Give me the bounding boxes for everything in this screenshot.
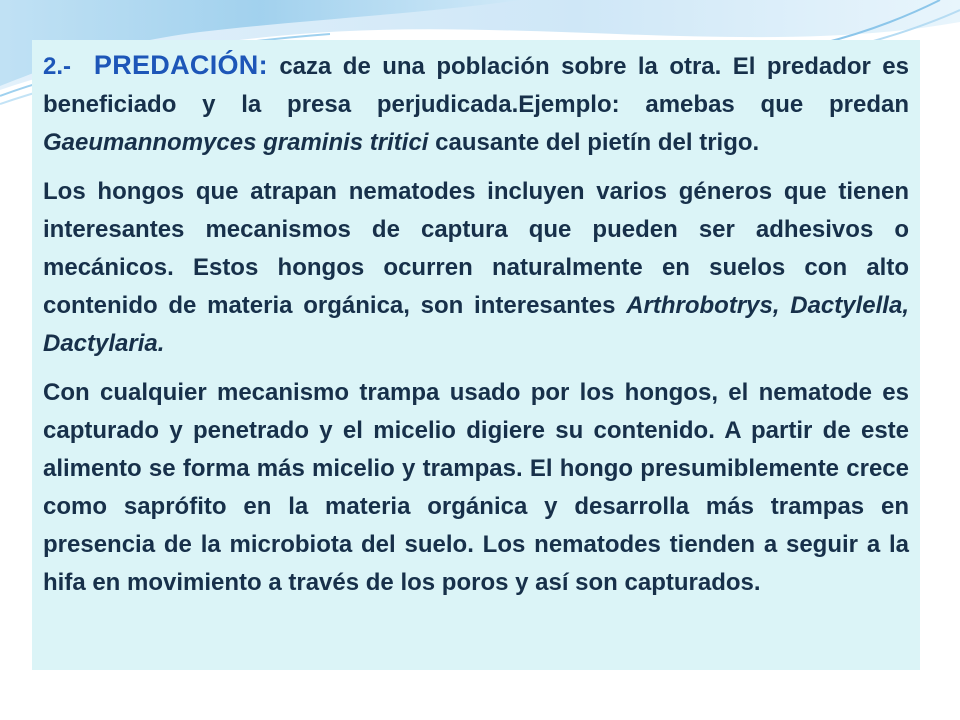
paragraph-text: Los hongos que atrapan nematodes incluyen varios géneros que tienen interesantes mecanismos de captura que pueden ser adhesivos o mecánicos. Estos hongos ocurren naturalmente en suelos con alto contenido de materia orgánica, son interesantes bbox=[43, 178, 909, 319]
section-separator: .- bbox=[56, 53, 72, 80]
species-name: Gaeumannomyces graminis tritici bbox=[43, 129, 429, 156]
genera-names: Arthrobotrys, Dactylella, Dactylaria. bbox=[43, 292, 909, 357]
paragraph-mecanismo bbox=[43, 374, 909, 602]
paragraph-hongos bbox=[43, 173, 909, 363]
paragraph-text: causante del pietín del trigo. bbox=[428, 129, 760, 156]
content-panel bbox=[32, 40, 920, 670]
section-number: 2 bbox=[43, 53, 57, 80]
section-heading: PREDACIÓN: bbox=[93, 50, 268, 80]
paragraph-predacion bbox=[43, 46, 909, 162]
paragraph-text: Con cualquier mecanismo trampa usado por los hongos, el nematode es capturado y penetrado y el micelio digiere su contenido. A partir de este alimento se forma más micelio y trampas. El hongo presumiblemente crece como saprófito en la materia orgánica y desarrolla más trampas en presencia de la microbiota del suelo. Los nematodes tienden a seguir a la hifa en movimiento a través de los poros y así son capturados. bbox=[43, 379, 909, 596]
paragraph-text: caza de una población sobre la otra. El predador es beneficiado y la presa perjudicada.Ejemplo: amebas que predan bbox=[43, 53, 909, 118]
